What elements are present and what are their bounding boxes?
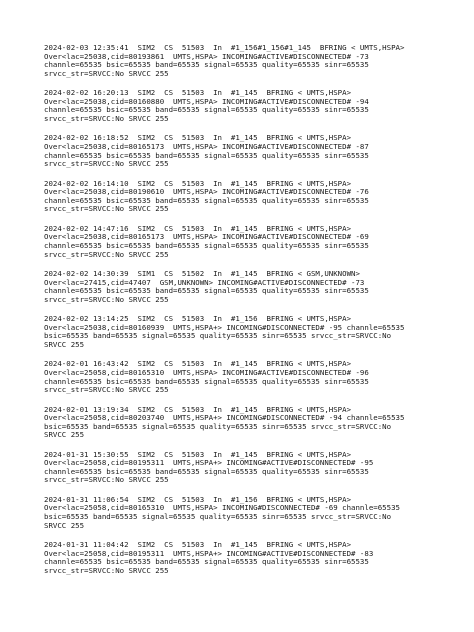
log-entry xyxy=(44,225,439,259)
entry-srvcc-line: srvcc_str=SRVCC:No SRVCC 255 xyxy=(44,566,169,575)
log-entry xyxy=(44,496,439,530)
entry-srvcc-line: SRVCC 255 xyxy=(44,340,85,349)
entry-signal-line: bsic=65535 band=65535 signal=65535 quality=65535 sinr=65535 srvcc_str=SRVCC:No xyxy=(44,422,392,431)
entry-header-line: 2024-02-01 16:43:42 SIM2 CS 51503 In #1_145 BFRING < UMTS,HSPA> xyxy=(44,360,352,369)
entry-cell-line: Over<lac=25058,cid=80165310 UMTS,HSPA> INCOMING#DISCONNECTED# -69 channle=65535 xyxy=(44,504,400,513)
log-entry xyxy=(44,270,439,304)
log-entry xyxy=(44,406,439,440)
entry-srvcc-line: srvcc_str=SRVCC:No SRVCC 255 xyxy=(44,160,169,169)
entry-cell-line: Over<lac=27415,cid=47407 GSM,UNKNOWN> INCOMING#ACTIVE#DISCONNECTED# -73 xyxy=(44,278,365,287)
log-entry xyxy=(44,180,439,214)
entry-cell-line: Over<lac=25058,cid=80203740 UMTS,HSPA+> INCOMING#DISCONNECTED# -94 channle=65535 xyxy=(44,414,405,423)
entry-signal-line: bsic=65535 band=65535 signal=65535 quality=65535 sinr=65535 srvcc_str=SRVCC:No xyxy=(44,513,392,522)
entry-header-line: 2024-02-03 12:35:41 SIM2 CS 51503 In #1_156#1_156#1_145 BFRING < UMTS,HSPA> xyxy=(44,44,405,52)
log-entry xyxy=(44,360,439,394)
log-entry xyxy=(44,451,439,485)
entry-cell-line: Over<lac=25038,cid=80165173 UMTS,HSPA> INCOMING#ACTIVE#DISCONNECTED# -87 xyxy=(44,142,369,151)
entry-signal-line: channle=65535 bsic=65535 band=65535 signal=65535 quality=65535 sinr=65535 xyxy=(44,61,369,70)
entry-cell-line: Over<lac=25038,cid=80165173 UMTS,HSPA> INCOMING#ACTIVE#DISCONNECTED# -69 xyxy=(44,233,369,242)
entry-cell-line: Over<lac=25058,cid=80195311 UMTS,HSPA+> INCOMING#ACTIVE#DISCONNECTED# -83 xyxy=(44,549,374,558)
entry-cell-line: Over<lac=25038,cid=80193861 UMTS,HSPA> INCOMING#ACTIVE#DISCONNECTED# -73 xyxy=(44,52,369,61)
entry-signal-line: channle=65535 bsic=65535 band=65535 signal=65535 quality=65535 sinr=65535 xyxy=(44,287,369,296)
call-log xyxy=(44,44,439,586)
entry-signal-line: channle=65535 bsic=65535 band=65535 signal=65535 quality=65535 sinr=65535 xyxy=(44,467,369,476)
entry-signal-line: channle=65535 bsic=65535 band=65535 signal=65535 quality=65535 sinr=65535 xyxy=(44,106,369,115)
entry-cell-line: Over<lac=25038,cid=80160880 UMTS,HSPA> INCOMING#ACTIVE#DISCONNECTED# -94 xyxy=(44,97,369,106)
entry-srvcc-line: SRVCC 255 xyxy=(44,521,85,530)
log-entry xyxy=(44,134,439,168)
entry-srvcc-line: srvcc_str=SRVCC:No SRVCC 255 xyxy=(44,476,169,485)
entry-srvcc-line: srvcc_str=SRVCC:No SRVCC 255 xyxy=(44,69,169,78)
entry-header-line: 2024-02-02 14:30:39 SIM1 CS 51502 In #1_145 BFRING < GSM,UNKNOWN> xyxy=(44,269,360,278)
entry-srvcc-line: SRVCC 255 xyxy=(44,431,85,440)
entry-signal-line: channle=65535 bsic=65535 band=65535 signal=65535 quality=65535 sinr=65535 xyxy=(44,377,369,386)
entry-signal-line: channle=65535 bsic=65535 band=65535 signal=65535 quality=65535 sinr=65535 xyxy=(44,558,369,567)
entry-header-line: 2024-02-02 16:18:52 SIM2 CS 51503 In #1_145 BFRING < UMTS,HSPA> xyxy=(44,134,352,143)
log-entry xyxy=(44,541,439,575)
entry-signal-line: channle=65535 bsic=65535 band=65535 signal=65535 quality=65535 sinr=65535 xyxy=(44,241,369,250)
entry-cell-line: Over<lac=25038,cid=80160939 UMTS,HSPA+> INCOMING#DISCONNECTED# -95 channle=65535 xyxy=(44,323,405,332)
entry-header-line: 2024-01-31 15:30:55 SIM2 CS 51503 In #1_145 BFRING < UMTS,HSPA> xyxy=(44,450,352,459)
entry-srvcc-line: srvcc_str=SRVCC:No SRVCC 255 xyxy=(44,295,169,304)
entry-signal-line: channle=65535 bsic=65535 band=65535 signal=65535 quality=65535 sinr=65535 xyxy=(44,196,369,205)
entry-cell-line: Over<lac=25058,cid=80195311 UMTS,HSPA+> INCOMING#ACTIVE#DISCONNECTED# -95 xyxy=(44,459,374,468)
entry-header-line: 2024-02-02 13:14:25 SIM2 CS 51503 In #1_156 BFRING < UMTS,HSPA> xyxy=(44,315,352,324)
entry-srvcc-line: srvcc_str=SRVCC:No SRVCC 255 xyxy=(44,250,169,259)
entry-signal-line: bsic=65535 band=65535 signal=65535 quality=65535 sinr=65535 srvcc_str=SRVCC:No xyxy=(44,332,392,341)
log-entry xyxy=(44,315,439,349)
entry-header-line: 2024-02-02 16:14:10 SIM2 CS 51503 In #1_145 BFRING < UMTS,HSPA> xyxy=(44,179,352,188)
entry-signal-line: channle=65535 bsic=65535 band=65535 signal=65535 quality=65535 sinr=65535 xyxy=(44,151,369,160)
log-entry xyxy=(44,89,439,123)
entry-srvcc-line: srvcc_str=SRVCC:No SRVCC 255 xyxy=(44,114,169,123)
entry-header-line: 2024-01-31 11:04:42 SIM2 CS 51503 In #1_145 BFRING < UMTS,HSPA> xyxy=(44,541,352,550)
entry-cell-line: Over<lac=25058,cid=80165310 UMTS,HSPA> INCOMING#ACTIVE#DISCONNECTED# -96 xyxy=(44,368,369,377)
entry-srvcc-line: srvcc_str=SRVCC:No SRVCC 255 xyxy=(44,205,169,214)
entry-cell-line: Over<lac=25038,cid=80190610 UMTS,HSPA> INCOMING#ACTIVE#DISCONNECTED# -76 xyxy=(44,188,369,197)
entry-header-line: 2024-02-02 16:20:13 SIM2 CS 51503 In #1_145 BFRING < UMTS,HSPA> xyxy=(44,89,352,98)
entry-header-line: 2024-02-01 13:19:34 SIM2 CS 51503 In #1_145 BFRING < UMTS,HSPA> xyxy=(44,405,352,414)
entry-srvcc-line: srvcc_str=SRVCC:No SRVCC 255 xyxy=(44,386,169,395)
entry-header-line: 2024-02-02 14:47:16 SIM2 CS 51503 In #1_145 BFRING < UMTS,HSPA> xyxy=(44,224,352,233)
log-entry xyxy=(44,44,439,78)
entry-header-line: 2024-01-31 11:06:54 SIM2 CS 51503 In #1_156 BFRING < UMTS,HSPA> xyxy=(44,495,352,504)
